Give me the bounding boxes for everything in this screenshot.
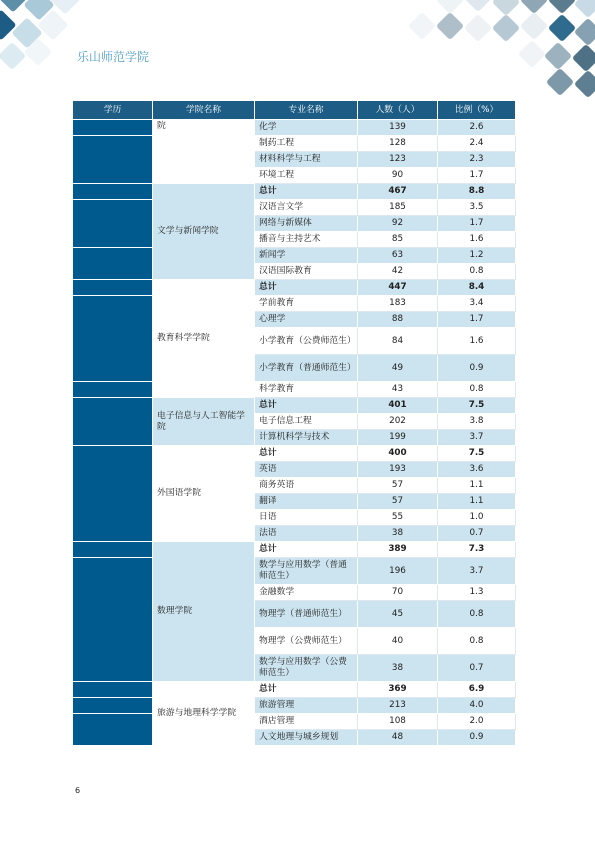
count-cell: 85 xyxy=(358,232,438,248)
table-row xyxy=(73,136,516,152)
major-cell: 总计 xyxy=(255,398,358,414)
college-cell: 电子信息与人工智能学院 xyxy=(153,398,255,446)
major-cell: 物理学（公费师范生） xyxy=(255,628,358,655)
ratio-cell: 3.6 xyxy=(438,462,516,478)
table-row xyxy=(73,558,516,585)
degree-cell xyxy=(73,280,153,296)
table-row xyxy=(73,714,516,730)
col-header-count: 人数（人） xyxy=(358,101,438,120)
table-row xyxy=(73,296,516,312)
count-cell: 185 xyxy=(358,200,438,216)
col-header-degree: 学历 xyxy=(73,101,153,120)
major-cell: 播音与主持艺术 xyxy=(255,232,358,248)
degree-cell xyxy=(73,398,153,446)
ratio-cell: 0.8 xyxy=(438,601,516,628)
table-row xyxy=(73,698,516,714)
degree-cell xyxy=(73,446,153,542)
degree-cell xyxy=(73,136,153,184)
ratio-cell: 1.1 xyxy=(438,494,516,510)
major-cell: 英语 xyxy=(255,462,358,478)
college-cell: 文学与新闻学院 xyxy=(153,184,255,280)
major-cell: 数学与应用数学（公费师范生） xyxy=(255,655,358,682)
count-cell: 369 xyxy=(358,682,438,698)
degree-cell xyxy=(73,200,153,248)
count-cell: 467 xyxy=(358,184,438,200)
ratio-cell: 7.3 xyxy=(438,542,516,558)
major-cell: 旅游管理 xyxy=(255,698,358,714)
major-cell: 网络与新媒体 xyxy=(255,216,358,232)
ratio-cell: 1.7 xyxy=(438,168,516,184)
major-cell: 数学与应用数学（普通师范生） xyxy=(255,558,358,585)
count-cell: 128 xyxy=(358,136,438,152)
major-cell: 金融数学 xyxy=(255,585,358,601)
ratio-cell: 3.7 xyxy=(438,558,516,585)
major-cell: 计算机科学与技术 xyxy=(255,430,358,446)
degree-cell xyxy=(73,682,153,698)
major-cell: 总计 xyxy=(255,184,358,200)
ratio-cell: 1.1 xyxy=(438,478,516,494)
count-cell: 90 xyxy=(358,168,438,184)
count-cell: 40 xyxy=(358,628,438,655)
ratio-cell: 3.7 xyxy=(438,430,516,446)
ratio-cell: 1.7 xyxy=(438,312,516,328)
degree-cell xyxy=(73,184,153,200)
count-cell: 57 xyxy=(358,478,438,494)
ratio-cell: 1.0 xyxy=(438,510,516,526)
college-cell: 外国语学院 xyxy=(153,446,255,542)
degree-cell xyxy=(73,542,153,558)
major-cell: 法语 xyxy=(255,526,358,542)
major-cell: 学前教育 xyxy=(255,296,358,312)
major-cell: 总计 xyxy=(255,446,358,462)
count-cell: 70 xyxy=(358,585,438,601)
major-cell: 小学教育（公费师范生） xyxy=(255,328,358,355)
college-cell: 院 xyxy=(153,120,255,184)
ratio-cell: 1.6 xyxy=(438,328,516,355)
major-cell: 心理学 xyxy=(255,312,358,328)
ratio-cell: 0.7 xyxy=(438,655,516,682)
ratio-cell: 3.8 xyxy=(438,414,516,430)
count-cell: 55 xyxy=(358,510,438,526)
count-cell: 48 xyxy=(358,730,438,746)
count-cell: 92 xyxy=(358,216,438,232)
count-cell: 202 xyxy=(358,414,438,430)
ratio-cell: 2.6 xyxy=(438,120,516,136)
ratio-cell: 7.5 xyxy=(438,446,516,462)
ratio-cell: 6.9 xyxy=(438,682,516,698)
degree-cell xyxy=(73,382,153,398)
ratio-cell: 2.3 xyxy=(438,152,516,168)
major-cell: 物理学（普通师范生） xyxy=(255,601,358,628)
ratio-cell: 2.0 xyxy=(438,714,516,730)
ratio-cell: 0.8 xyxy=(438,382,516,398)
right-tiles xyxy=(408,0,595,98)
ratio-cell: 0.7 xyxy=(438,526,516,542)
col-header-ratio: 比例（%） xyxy=(438,101,516,120)
ratio-cell: 0.9 xyxy=(438,355,516,382)
ratio-cell: 2.4 xyxy=(438,136,516,152)
count-cell: 183 xyxy=(358,296,438,312)
degree-cell xyxy=(73,714,153,746)
count-cell: 199 xyxy=(358,430,438,446)
ratio-cell: 1.6 xyxy=(438,232,516,248)
count-cell: 63 xyxy=(358,248,438,264)
major-cell: 环境工程 xyxy=(255,168,358,184)
major-cell: 人文地理与城乡规划 xyxy=(255,730,358,746)
ratio-cell: 4.0 xyxy=(438,698,516,714)
count-cell: 38 xyxy=(358,526,438,542)
major-cell: 酒店管理 xyxy=(255,714,358,730)
count-cell: 49 xyxy=(358,355,438,382)
major-cell: 翻译 xyxy=(255,494,358,510)
table-row xyxy=(73,446,516,462)
ratio-cell: 1.3 xyxy=(438,585,516,601)
table-row xyxy=(73,200,516,216)
table-row xyxy=(73,398,516,414)
table-row xyxy=(73,120,516,136)
count-cell: 213 xyxy=(358,698,438,714)
col-header-college: 学院名称 xyxy=(153,101,255,120)
table-row xyxy=(73,382,516,398)
ratio-cell: 1.2 xyxy=(438,248,516,264)
college-cell: 数理学院 xyxy=(153,542,255,682)
ratio-cell: 0.8 xyxy=(438,264,516,280)
count-cell: 196 xyxy=(358,558,438,585)
count-cell: 43 xyxy=(358,382,438,398)
count-cell: 45 xyxy=(358,601,438,628)
page-number: 6 xyxy=(75,786,81,795)
ratio-cell: 7.5 xyxy=(438,398,516,414)
table-row xyxy=(73,682,516,698)
major-cell: 商务英语 xyxy=(255,478,358,494)
count-cell: 139 xyxy=(358,120,438,136)
count-cell: 389 xyxy=(358,542,438,558)
count-cell: 42 xyxy=(358,264,438,280)
college-cell: 旅游与地理科学学院 xyxy=(153,682,255,746)
count-cell: 57 xyxy=(358,494,438,510)
ratio-cell: 1.7 xyxy=(438,216,516,232)
major-cell: 材料科学与工程 xyxy=(255,152,358,168)
count-cell: 401 xyxy=(358,398,438,414)
major-cell: 化学 xyxy=(255,120,358,136)
table-header-row xyxy=(73,101,516,120)
college-cell: 教育科学学院 xyxy=(153,280,255,398)
count-cell: 88 xyxy=(358,312,438,328)
major-cell: 日语 xyxy=(255,510,358,526)
major-cell: 电子信息工程 xyxy=(255,414,358,430)
school-name: 乐山师范学院 xyxy=(77,50,150,64)
degree-cell xyxy=(73,120,153,136)
major-cell: 总计 xyxy=(255,542,358,558)
major-cell: 总计 xyxy=(255,280,358,296)
left-tiles xyxy=(0,0,81,70)
degree-cell xyxy=(73,296,153,382)
count-cell: 193 xyxy=(358,462,438,478)
ratio-cell: 8.4 xyxy=(438,280,516,296)
ratio-cell: 0.8 xyxy=(438,628,516,655)
count-cell: 38 xyxy=(358,655,438,682)
major-cell: 汉语国际教育 xyxy=(255,264,358,280)
degree-cell xyxy=(73,558,153,682)
count-cell: 447 xyxy=(358,280,438,296)
ratio-cell: 0.9 xyxy=(438,730,516,746)
enrollment-table xyxy=(72,100,516,746)
degree-cell xyxy=(73,698,153,714)
major-cell: 总计 xyxy=(255,682,358,698)
col-header-major: 专业名称 xyxy=(255,101,358,120)
count-cell: 123 xyxy=(358,152,438,168)
table-row xyxy=(73,248,516,264)
table-row xyxy=(73,542,516,558)
ratio-cell: 8.8 xyxy=(438,184,516,200)
ratio-cell: 3.4 xyxy=(438,296,516,312)
degree-cell xyxy=(73,248,153,280)
count-cell: 84 xyxy=(358,328,438,355)
count-cell: 400 xyxy=(358,446,438,462)
table-row xyxy=(73,280,516,296)
major-cell: 汉语言文学 xyxy=(255,200,358,216)
table-row xyxy=(73,184,516,200)
major-cell: 小学教育（普通师范生） xyxy=(255,355,358,382)
major-cell: 科学教育 xyxy=(255,382,358,398)
major-cell: 制药工程 xyxy=(255,136,358,152)
count-cell: 108 xyxy=(358,714,438,730)
ratio-cell: 3.5 xyxy=(438,200,516,216)
major-cell: 新闻学 xyxy=(255,248,358,264)
